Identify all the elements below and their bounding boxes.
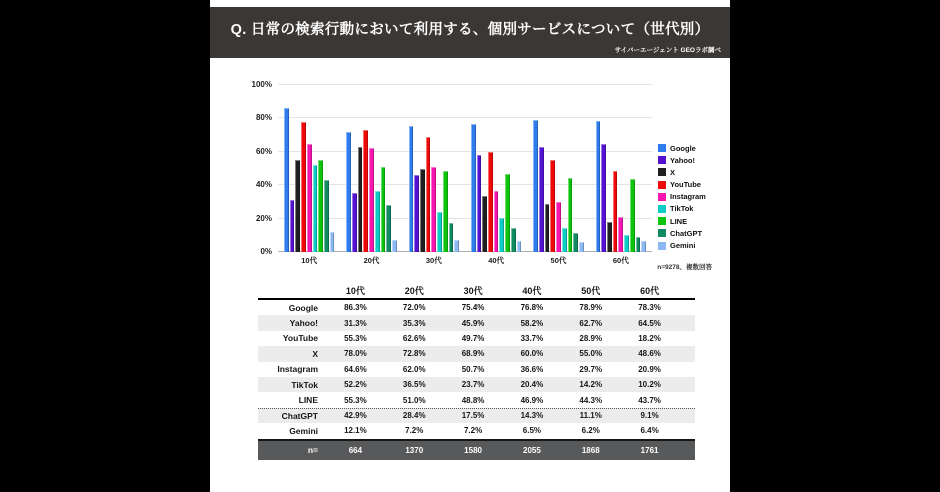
table-row-chatgpt: [258, 408, 695, 423]
table-cell: 55.3%: [344, 395, 367, 405]
row-label: Google: [288, 302, 318, 313]
legend-item-tiktok: [658, 205, 706, 213]
table-row-gemini: [258, 423, 695, 438]
x-axis: [278, 255, 652, 266]
bar-yahoo-60代: [601, 144, 606, 252]
bar-yahoo-30代: [414, 175, 419, 252]
bar-tiktok-40代: [499, 218, 504, 252]
n-row-cell: 1868: [581, 445, 600, 455]
y-tick-label: 20%: [255, 213, 272, 223]
legend-swatch-icon: [658, 193, 666, 201]
legend-label: LINE: [670, 216, 688, 226]
bar-instagram-10代: [307, 144, 312, 252]
category-label-60代: 60代: [612, 256, 629, 265]
n-row-cell: 1370: [405, 445, 424, 455]
table-cell: 62.6%: [402, 333, 426, 343]
bar-youtube-10代: [295, 160, 300, 252]
row-label: X: [312, 348, 318, 359]
table-cell: 68.9%: [461, 349, 485, 359]
bar-line-40代: [505, 174, 510, 252]
table-cell: 46.9%: [520, 395, 544, 405]
table-cell: 72.0%: [402, 303, 426, 313]
y-tick-label: 80%: [255, 113, 272, 123]
table-cell: 78.3%: [638, 303, 661, 313]
table-cell: 7.2%: [463, 426, 483, 436]
table-header-cell: 10代: [345, 286, 365, 296]
bar-line-60代: [630, 179, 635, 252]
bar-group-60代: [590, 85, 652, 252]
y-tick-label: 40%: [255, 180, 272, 190]
legend-swatch-icon: [658, 144, 666, 152]
row-label: TikTok: [291, 379, 318, 390]
category-label-40代: 40代: [488, 256, 505, 265]
table-cell: 18.2%: [638, 333, 661, 343]
legend-swatch-icon: [658, 181, 666, 189]
legend-item-x: [658, 168, 706, 176]
table-row-line: [258, 392, 695, 407]
table-cell: 12.1%: [344, 426, 367, 436]
row-label: YouTube: [282, 333, 318, 344]
legend-label: Google: [670, 143, 696, 153]
table-cell: 33.7%: [520, 333, 544, 343]
legend-label: X: [670, 167, 676, 177]
bar-line-50代: [568, 178, 573, 252]
table-cell: 23.7%: [461, 380, 485, 390]
bar-youtube-20代: [358, 147, 363, 252]
bar-group-50代: [527, 85, 589, 252]
bar-x-50代: [550, 160, 555, 252]
n-row-cell: 1761: [640, 445, 659, 455]
table-header-cell: 40代: [522, 286, 542, 296]
bar-youtube-60代: [607, 222, 612, 252]
table-cell: 44.3%: [579, 395, 603, 405]
legend-swatch-icon: [658, 168, 666, 176]
source-note: サイバーエージェント GEOラボ調べ: [614, 47, 721, 54]
n-row-cell: 664: [348, 445, 363, 455]
table-row-google: [258, 300, 695, 315]
bar-chatgpt-20代: [386, 205, 391, 252]
table-cell: 52.2%: [344, 380, 367, 390]
y-tick-label: 60%: [255, 146, 272, 156]
bar-gemini-60代: [641, 241, 646, 252]
legend-swatch-icon: [658, 229, 666, 237]
bar-tiktok-60代: [624, 235, 629, 252]
y-tick-label: 100%: [251, 80, 272, 89]
bar-yahoo-40代: [477, 155, 482, 252]
bar-gemini-20代: [392, 240, 397, 252]
table-cell: 42.9%: [344, 411, 367, 421]
bar-x-40代: [488, 152, 493, 252]
table-cell: 14.2%: [579, 380, 603, 390]
legend-item-google: [658, 144, 706, 152]
bar-youtube-50代: [545, 204, 550, 252]
legend-label: Instagram: [670, 192, 706, 202]
bar-google-40代: [471, 124, 476, 252]
table-header-cell: 50代: [581, 286, 601, 296]
table-cell: 17.5%: [461, 411, 485, 421]
bar-instagram-20代: [369, 148, 374, 252]
table-row-yahoo: [258, 315, 695, 330]
table-cell: 35.3%: [402, 318, 426, 328]
bar-group-40代: [465, 85, 527, 252]
chart-section: [210, 75, 730, 280]
table-cell: 55.3%: [344, 333, 367, 343]
legend-item-gemini: [658, 242, 706, 250]
table-cell: 51.0%: [402, 395, 426, 405]
table-cell: 28.9%: [579, 333, 603, 343]
table-cell: 43.7%: [638, 395, 661, 405]
table-row-x: [258, 346, 695, 361]
table-cell: 20.9%: [638, 364, 661, 374]
table-cell: 48.6%: [638, 349, 661, 359]
bar-google-20代: [346, 132, 351, 252]
bar-instagram-30代: [431, 167, 436, 252]
table-row-tiktok: [258, 377, 695, 392]
table-cell: 6.5%: [522, 426, 542, 436]
bar-google-50代: [533, 120, 538, 252]
bar-yahoo-20代: [352, 193, 357, 252]
table-cell: 36.6%: [520, 364, 544, 374]
table-cell: 9.1%: [640, 411, 659, 421]
bar-chatgpt-60代: [636, 237, 641, 252]
category-label-50代: 50代: [550, 256, 567, 265]
bar-x-30代: [426, 137, 431, 252]
bar-youtube-40代: [482, 196, 487, 252]
bar-google-30代: [409, 126, 414, 252]
content-area: [210, 0, 730, 492]
table-cell: 76.8%: [520, 303, 544, 313]
table-cell: 62.7%: [579, 318, 603, 328]
table-cell: 58.2%: [520, 318, 544, 328]
table-cell: 60.0%: [520, 349, 544, 359]
table-cell: 11.1%: [579, 411, 602, 421]
bar-chatgpt-30代: [449, 223, 454, 252]
table-header-row: [258, 283, 695, 298]
legend-swatch-icon: [658, 242, 666, 250]
legend-item-chatgpt: [658, 229, 706, 237]
table-cell: 10.2%: [638, 380, 661, 390]
table-cell: 48.8%: [461, 395, 485, 405]
table-cell: 29.7%: [579, 364, 603, 374]
bar-yahoo-50代: [539, 147, 544, 252]
legend-label: ChatGPT: [670, 228, 703, 238]
table-header-cell: 20代: [404, 286, 424, 296]
table-cell: 6.2%: [581, 426, 600, 436]
table-cell: 36.5%: [402, 380, 426, 390]
table-cell: 45.9%: [461, 318, 485, 328]
bar-groups: [278, 85, 652, 252]
bar-google-60代: [596, 121, 601, 252]
bar-gemini-50代: [579, 242, 584, 252]
table-cell: 7.2%: [405, 426, 424, 436]
bar-x-20代: [363, 130, 368, 252]
table-cell: 14.3%: [520, 411, 544, 421]
category-label-30代: 30代: [425, 256, 442, 265]
bar-youtube-30代: [420, 169, 425, 252]
n-row-cell: 2055: [523, 445, 541, 455]
legend-swatch-icon: [658, 205, 666, 213]
table-cell: 49.7%: [461, 333, 485, 343]
legend-item-yahoo: [658, 156, 706, 164]
bar-instagram-60代: [618, 217, 623, 252]
legend-label: Gemini: [670, 241, 696, 250]
legend-label: Yahoo!: [670, 155, 696, 165]
table-cell: 78.0%: [344, 349, 367, 359]
bar-instagram-50代: [556, 202, 561, 252]
table-header-cell: 30代: [463, 286, 483, 296]
bar-gemini-30代: [454, 240, 459, 252]
chart-note: n=9278、複数回答: [657, 264, 712, 271]
row-label: Instagram: [277, 364, 318, 375]
table-cell: 72.8%: [402, 349, 426, 359]
table-cell: 20.4%: [520, 380, 544, 390]
table-cell: 64.6%: [344, 364, 367, 374]
bar-google-10代: [284, 108, 289, 252]
table-cell: 78.9%: [579, 303, 603, 313]
bar-group-30代: [403, 85, 465, 252]
table-cell: 64.5%: [638, 318, 661, 328]
title-bar: [210, 7, 730, 58]
table-cell: 75.4%: [461, 303, 485, 313]
legend-label: TikTok: [670, 204, 694, 214]
table-row-youtube: [258, 331, 695, 346]
table-header-cell: 60代: [640, 286, 660, 296]
bar-line-20代: [381, 167, 386, 252]
table-n-row: [258, 439, 695, 460]
n-row-label: n=: [307, 445, 318, 456]
legend-item-instagram: [658, 193, 706, 201]
table-cell: 28.4%: [402, 411, 426, 421]
legend-item-line: [658, 217, 706, 225]
chart-plot-area: [278, 85, 652, 252]
bar-tiktok-10代: [313, 165, 318, 252]
table-cell: 62.0%: [402, 364, 426, 374]
bar-x-60代: [613, 171, 618, 252]
bar-gemini-40代: [517, 241, 522, 252]
row-label: Yahoo!: [289, 318, 318, 329]
bar-tiktok-50代: [562, 228, 567, 252]
legend-swatch-icon: [658, 217, 666, 225]
page-title: Q. 日常の検索行動において利用する、個別サービスについて（世代別）: [230, 22, 710, 38]
legend-label: YouTube: [670, 180, 701, 190]
bar-line-10代: [318, 160, 323, 252]
bar-x-10代: [301, 122, 306, 252]
bar-chatgpt-50代: [573, 233, 578, 252]
table-cell: 50.7%: [461, 364, 485, 374]
table-cell: 6.4%: [640, 426, 659, 436]
category-label-10代: 10代: [301, 256, 318, 265]
bar-chatgpt-40代: [511, 228, 516, 252]
table-cell: 86.3%: [344, 303, 367, 313]
bar-yahoo-10代: [290, 200, 295, 252]
category-label-20代: 20代: [363, 256, 380, 265]
bar-instagram-40代: [494, 191, 499, 252]
legend-swatch-icon: [658, 156, 666, 164]
row-label: ChatGPT: [281, 410, 318, 421]
legend-item-youtube: [658, 181, 706, 189]
data-table: [258, 283, 695, 460]
bar-gemini-10代: [330, 232, 335, 252]
bar-tiktok-30代: [437, 212, 442, 252]
bar-chatgpt-10代: [324, 180, 329, 252]
row-label: Gemini: [289, 425, 318, 436]
bar-group-10代: [278, 85, 340, 252]
y-tick-label: 0%: [260, 247, 272, 256]
chart-legend: [658, 144, 706, 250]
bar-group-20代: [340, 85, 402, 252]
table-row-instagram: [258, 362, 695, 377]
bar-line-30代: [443, 171, 448, 252]
bar-tiktok-20代: [375, 191, 380, 252]
table-cell: 55.0%: [579, 349, 603, 359]
n-row-cell: 1580: [464, 445, 482, 455]
table-cell: 31.3%: [344, 318, 367, 328]
row-label: LINE: [298, 395, 318, 406]
